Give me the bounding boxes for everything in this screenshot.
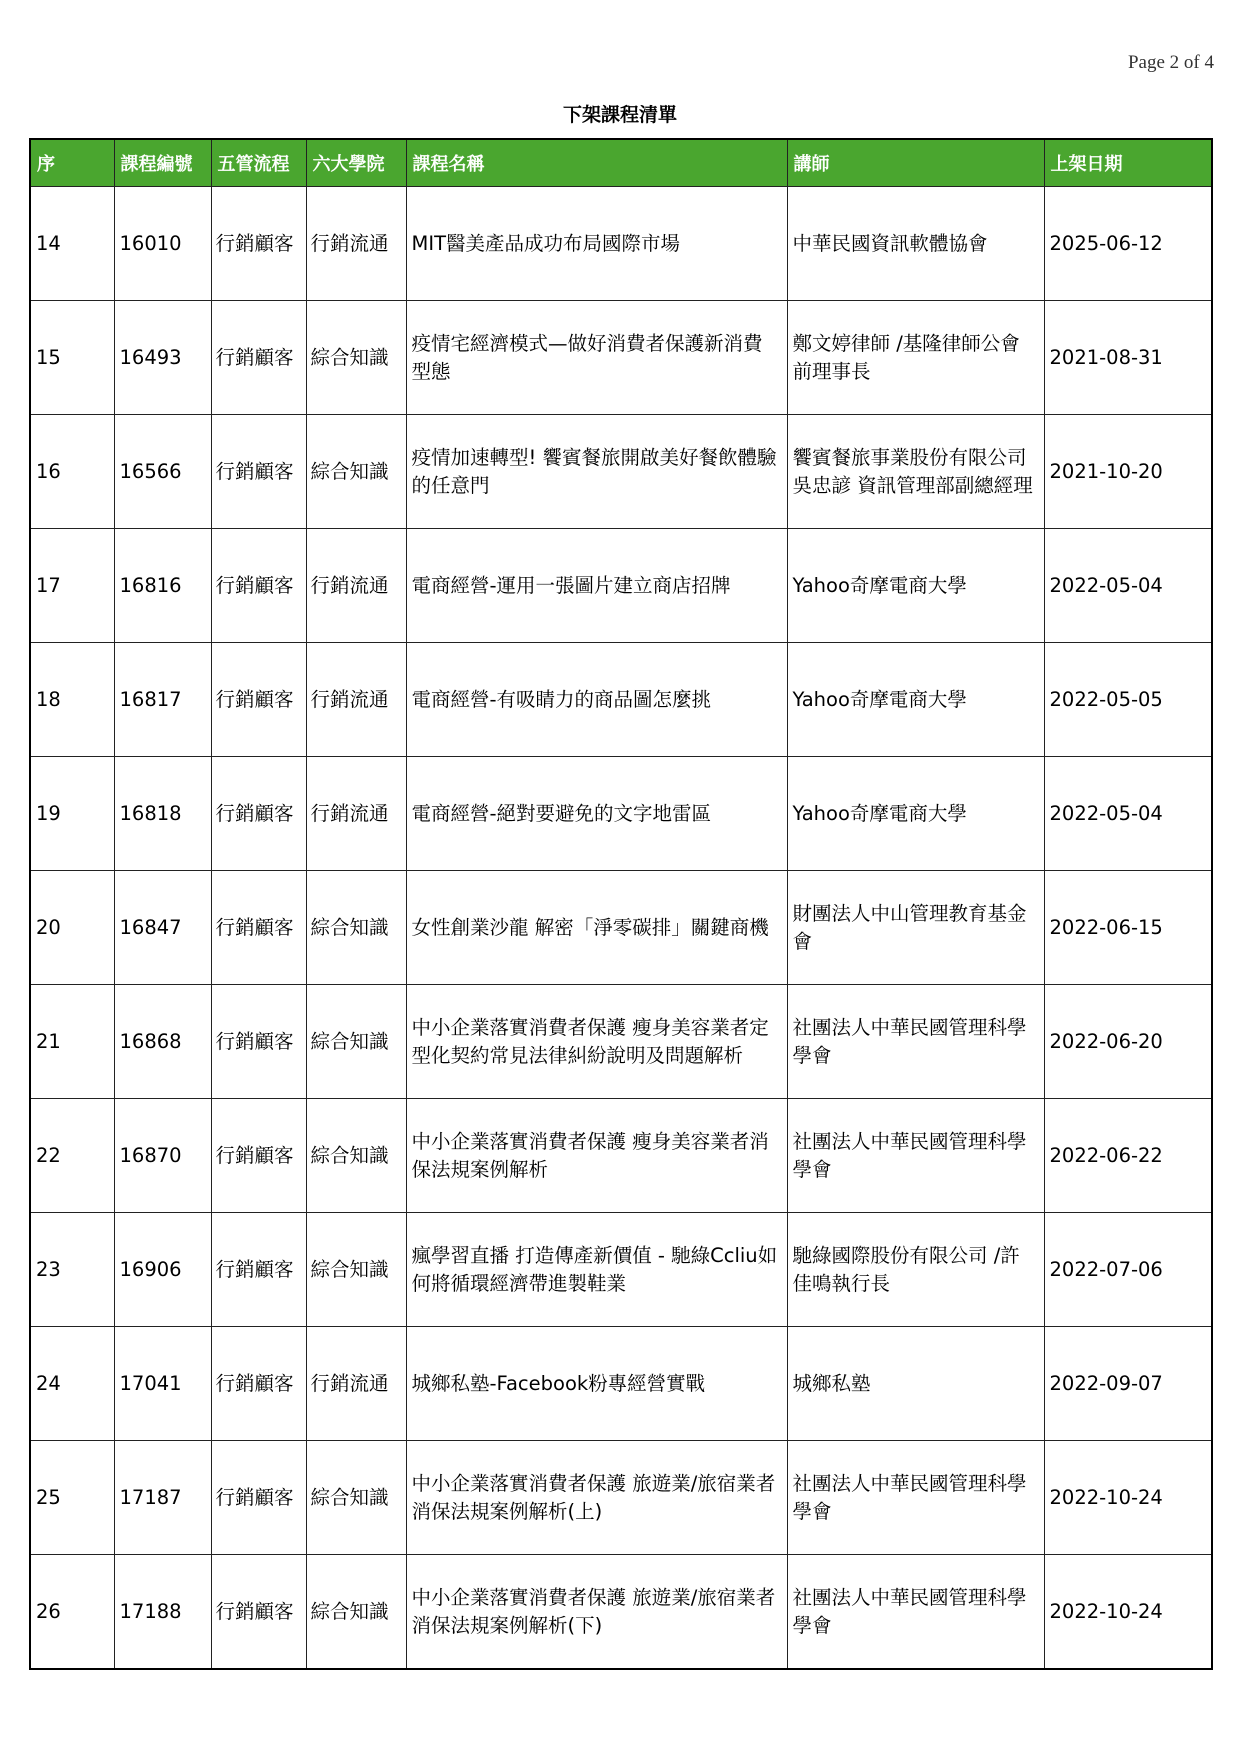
cell-course-code: 16816 xyxy=(114,529,211,643)
cell-listing-date: 2022-10-24 xyxy=(1044,1555,1212,1670)
page-number: Page 2 of 4 xyxy=(1127,52,1214,73)
cell-college: 綜合知識 xyxy=(306,1213,406,1327)
header-course-name: 課程名稱 xyxy=(406,139,787,187)
cell-course-code: 16870 xyxy=(114,1099,211,1213)
cell-lecturer: 馳綠國際股份有限公司 /許佳鳴執行長 xyxy=(787,1213,1044,1327)
cell-listing-date: 2022-05-05 xyxy=(1044,643,1212,757)
cell-lecturer: 社團法人中華民國管理科學學會 xyxy=(787,1555,1044,1670)
cell-college: 綜合知識 xyxy=(306,1555,406,1670)
cell-course-code: 16493 xyxy=(114,301,211,415)
cell-lecturer: 鄭文婷律師 /基隆律師公會前理事長 xyxy=(787,301,1044,415)
cell-no: 21 xyxy=(30,985,114,1099)
header-row xyxy=(30,139,1212,187)
table-row xyxy=(30,1441,1212,1555)
header-lecturer: 講師 xyxy=(787,139,1044,187)
cell-course-code: 16847 xyxy=(114,871,211,985)
cell-lecturer: 社團法人中華民國管理科學學會 xyxy=(787,1099,1044,1213)
cell-course-code: 16906 xyxy=(114,1213,211,1327)
cell-course-name: 疫情宅經濟模式—做好消費者保護新消費型態 xyxy=(406,301,787,415)
table-row xyxy=(30,1099,1212,1213)
cell-flow: 行銷顧客 xyxy=(211,757,306,871)
cell-lecturer: 城鄉私塾 xyxy=(787,1327,1044,1441)
table-body xyxy=(30,187,1212,1670)
table-row xyxy=(30,871,1212,985)
header-college: 六大學院 xyxy=(306,139,406,187)
cell-flow: 行銷顧客 xyxy=(211,187,306,301)
cell-listing-date: 2022-10-24 xyxy=(1044,1441,1212,1555)
header-no: 序 xyxy=(30,139,114,187)
cell-course-name: 電商經營-絕對要避免的文字地雷區 xyxy=(406,757,787,871)
cell-lecturer: 財團法人中山管理教育基金會 xyxy=(787,871,1044,985)
table-row xyxy=(30,1213,1212,1327)
cell-college: 綜合知識 xyxy=(306,415,406,529)
cell-college: 綜合知識 xyxy=(306,1099,406,1213)
table-row xyxy=(30,757,1212,871)
table-row xyxy=(30,1555,1212,1670)
cell-college: 行銷流通 xyxy=(306,529,406,643)
cell-listing-date: 2025-06-12 xyxy=(1044,187,1212,301)
cell-course-name: 電商經營-運用一張圖片建立商店招牌 xyxy=(406,529,787,643)
cell-flow: 行銷顧客 xyxy=(211,1555,306,1670)
cell-flow: 行銷顧客 xyxy=(211,529,306,643)
table-row xyxy=(30,529,1212,643)
table-row xyxy=(30,301,1212,415)
cell-flow: 行銷顧客 xyxy=(211,1327,306,1441)
cell-flow: 行銷顧客 xyxy=(211,643,306,757)
cell-college: 行銷流通 xyxy=(306,1327,406,1441)
cell-course-code: 16868 xyxy=(114,985,211,1099)
cell-listing-date: 2022-06-20 xyxy=(1044,985,1212,1099)
document-title: 下架課程清單 xyxy=(562,104,677,126)
cell-flow: 行銷顧客 xyxy=(211,985,306,1099)
cell-no: 26 xyxy=(30,1555,114,1670)
cell-no: 15 xyxy=(30,301,114,415)
cell-listing-date: 2021-08-31 xyxy=(1044,301,1212,415)
cell-lecturer: 社團法人中華民國管理科學學會 xyxy=(787,1441,1044,1555)
cell-course-code: 17041 xyxy=(114,1327,211,1441)
cell-lecturer: Yahoo奇摩電商大學 xyxy=(787,529,1044,643)
cell-course-name: 電商經營-有吸睛力的商品圖怎麼挑 xyxy=(406,643,787,757)
table-row xyxy=(30,985,1212,1099)
cell-no: 14 xyxy=(30,187,114,301)
table-row xyxy=(30,643,1212,757)
cell-course-code: 16818 xyxy=(114,757,211,871)
header-flow: 五管流程 xyxy=(211,139,306,187)
cell-course-code: 17187 xyxy=(114,1441,211,1555)
cell-lecturer: 社團法人中華民國管理科學學會 xyxy=(787,985,1044,1099)
cell-college: 綜合知識 xyxy=(306,871,406,985)
cell-no: 17 xyxy=(30,529,114,643)
cell-course-name: 女性創業沙龍 解密「淨零碳排」關鍵商機 xyxy=(406,871,787,985)
cell-listing-date: 2021-10-20 xyxy=(1044,415,1212,529)
cell-lecturer: 饗賓餐旅事業股份有限公司 吳忠諺 資訊管理部副總經理 xyxy=(787,415,1044,529)
cell-listing-date: 2022-06-22 xyxy=(1044,1099,1212,1213)
cell-no: 24 xyxy=(30,1327,114,1441)
cell-course-name: 城鄉私塾-Facebook粉專經營實戰 xyxy=(406,1327,787,1441)
cell-flow: 行銷顧客 xyxy=(211,301,306,415)
table-row xyxy=(30,1327,1212,1441)
cell-course-name: 中小企業落實消費者保護 瘦身美容業者消保法規案例解析 xyxy=(406,1099,787,1213)
cell-listing-date: 2022-05-04 xyxy=(1044,757,1212,871)
cell-course-code: 16817 xyxy=(114,643,211,757)
cell-listing-date: 2022-09-07 xyxy=(1044,1327,1212,1441)
cell-course-code: 16010 xyxy=(114,187,211,301)
cell-course-name: MIT醫美產品成功布局國際市場 xyxy=(406,187,787,301)
cell-college: 行銷流通 xyxy=(306,187,406,301)
cell-flow: 行銷顧客 xyxy=(211,1099,306,1213)
cell-flow: 行銷顧客 xyxy=(211,415,306,529)
cell-listing-date: 2022-07-06 xyxy=(1044,1213,1212,1327)
cell-no: 20 xyxy=(30,871,114,985)
cell-college: 行銷流通 xyxy=(306,643,406,757)
cell-lecturer: 中華民國資訊軟體協會 xyxy=(787,187,1044,301)
table-row xyxy=(30,187,1212,301)
table-row xyxy=(30,415,1212,529)
cell-lecturer: Yahoo奇摩電商大學 xyxy=(787,757,1044,871)
cell-no: 18 xyxy=(30,643,114,757)
cell-college: 綜合知識 xyxy=(306,985,406,1099)
cell-college: 綜合知識 xyxy=(306,301,406,415)
header-listing-date: 上架日期 xyxy=(1044,139,1212,187)
cell-no: 23 xyxy=(30,1213,114,1327)
cell-lecturer: Yahoo奇摩電商大學 xyxy=(787,643,1044,757)
cell-flow: 行銷顧客 xyxy=(211,1441,306,1555)
cell-flow: 行銷顧客 xyxy=(211,871,306,985)
cell-college: 綜合知識 xyxy=(306,1441,406,1555)
table-header xyxy=(30,139,1212,187)
cell-no: 25 xyxy=(30,1441,114,1555)
cell-flow: 行銷顧客 xyxy=(211,1213,306,1327)
cell-course-name: 瘋學習直播 打造傳產新價值 - 馳綠Ccliu如何將循環經濟帶進製鞋業 xyxy=(406,1213,787,1327)
course-table xyxy=(29,138,1213,1670)
cell-course-code: 16566 xyxy=(114,415,211,529)
cell-no: 16 xyxy=(30,415,114,529)
cell-listing-date: 2022-06-15 xyxy=(1044,871,1212,985)
cell-course-name: 疫情加速轉型! 饗賓餐旅開啟美好餐飲體驗的任意門 xyxy=(406,415,787,529)
header-course-code: 課程編號 xyxy=(114,139,211,187)
cell-college: 行銷流通 xyxy=(306,757,406,871)
cell-listing-date: 2022-05-04 xyxy=(1044,529,1212,643)
cell-course-code: 17188 xyxy=(114,1555,211,1670)
cell-course-name: 中小企業落實消費者保護 旅遊業/旅宿業者消保法規案例解析(下) xyxy=(406,1555,787,1670)
cell-no: 22 xyxy=(30,1099,114,1213)
cell-no: 19 xyxy=(30,757,114,871)
cell-course-name: 中小企業落實消費者保護 瘦身美容業者定型化契約常見法律糾紛說明及問題解析 xyxy=(406,985,787,1099)
cell-course-name: 中小企業落實消費者保護 旅遊業/旅宿業者消保法規案例解析(上) xyxy=(406,1441,787,1555)
